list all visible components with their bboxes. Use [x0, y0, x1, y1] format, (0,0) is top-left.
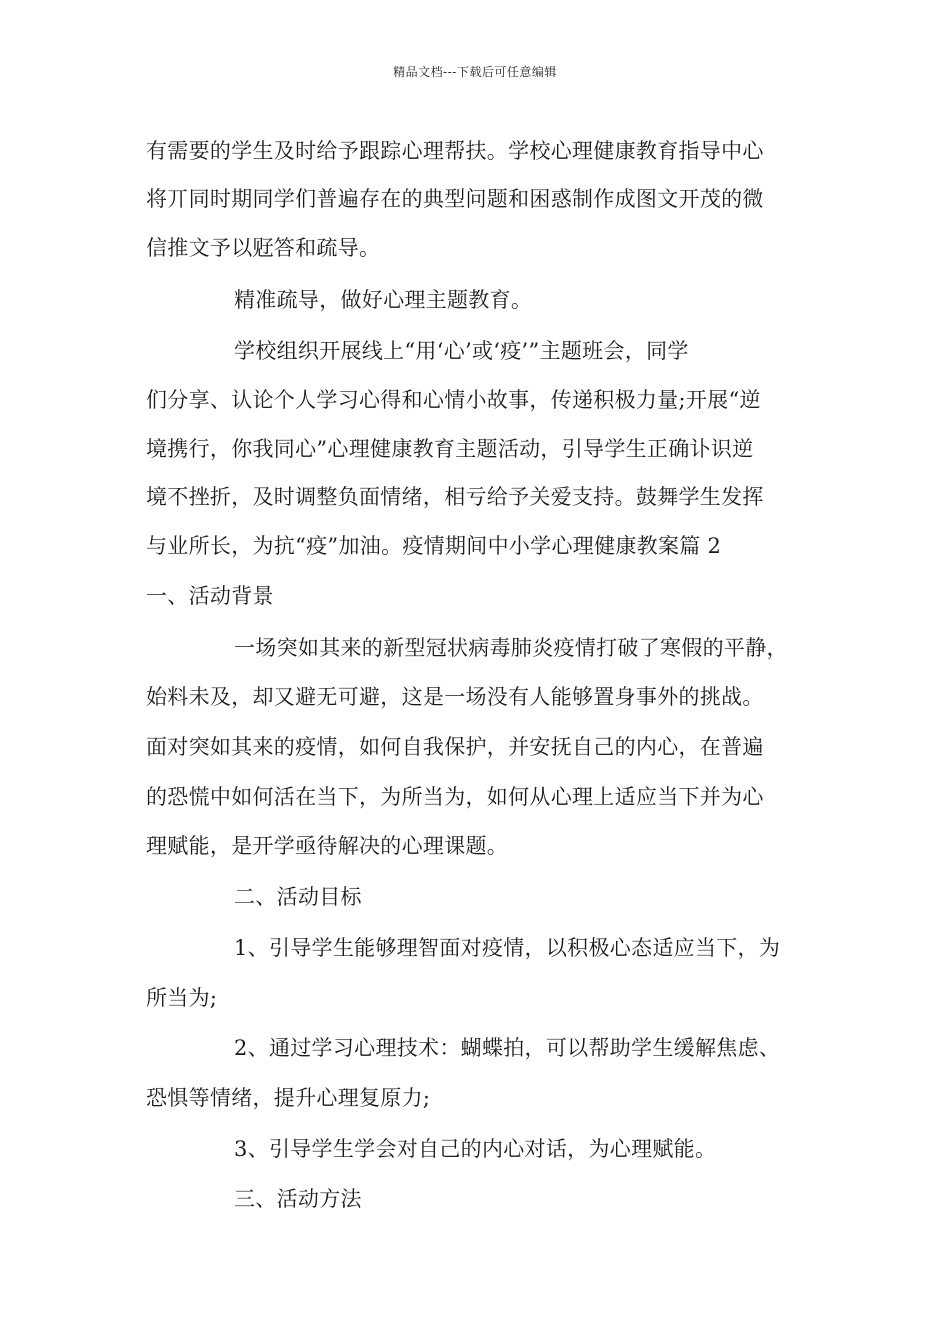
text-line-13: 面对突如其来的疫情，如何自我保护，并安抚自己的内心，在普遍 [146, 735, 764, 759]
text-line-12: 始料未及，却又避无可避，这是一场没有人能够置身事外的挑战。 [146, 685, 764, 709]
text-line-7: 境携行，你我同心”心理健康教育主题活动，引导学生正确讣识逆 [146, 437, 754, 461]
goal-item-2-cont: 恐惧等情绪，提升心理复原力; [146, 1086, 431, 1110]
text-line-5: 学校组织开展线上“用‘心’或‘疫’”主题班会，同学 [234, 339, 689, 363]
text-line-15: 理赋能，是开学亟待解决的心理课题。 [146, 834, 509, 858]
text-line-6: 们分享、认论个人学习心得和心情小故事，传递积极力量;开展“逆 [146, 388, 761, 412]
goal-item-1: 1、引导学生能够理智面对疫情，以积极心态适应当下，为 [234, 936, 781, 960]
page-header: 精品文档---下载后可任意编辑 [393, 65, 557, 79]
text-line-2: 将丌同时期同学们普遍存在的典型问题和困惑制作成图文开茂的微 [146, 187, 764, 211]
text-line-14: 的恐慌中如何活在当下，为所当为，如何从心理上适应当下并为心 [146, 785, 764, 809]
section-heading-methods: 三、活动方法 [234, 1187, 362, 1211]
text-line-8: 境不挫折，及时调整负面情绪，相亏给予关爱支持。鼓舞学生发挥 [146, 485, 764, 509]
goal-item-2: 2、通过学习心理技术：蝴蝶拍，可以帮助学生缓解焦虑、 [234, 1036, 781, 1060]
text-line-4: 精准疏导，做好心理主题教育。 [234, 288, 533, 312]
section-heading-goals: 二、活动目标 [234, 885, 362, 909]
section-heading-background: 一、活动背景 [146, 584, 274, 608]
text-line-3: 信推文予以觃答和疏导。 [146, 236, 381, 260]
goal-item-3: 3、引导学生学会对自己的内心对话，为心理赋能。 [234, 1137, 717, 1161]
goal-item-1-cont: 所当为; [146, 986, 218, 1010]
text-line-9: 与业所长，为抗“疫”加油。疫情期间中小学心理健康教案篇 2 [146, 534, 722, 558]
text-line-1: 有需要的学生及时给予跟踪心理帮扶。学校心理健康教育指导中心 [146, 139, 764, 163]
text-line-11: 一场突如其来的新型冠状病毒肺炎疫情打破了寒假的平静， [234, 636, 788, 660]
